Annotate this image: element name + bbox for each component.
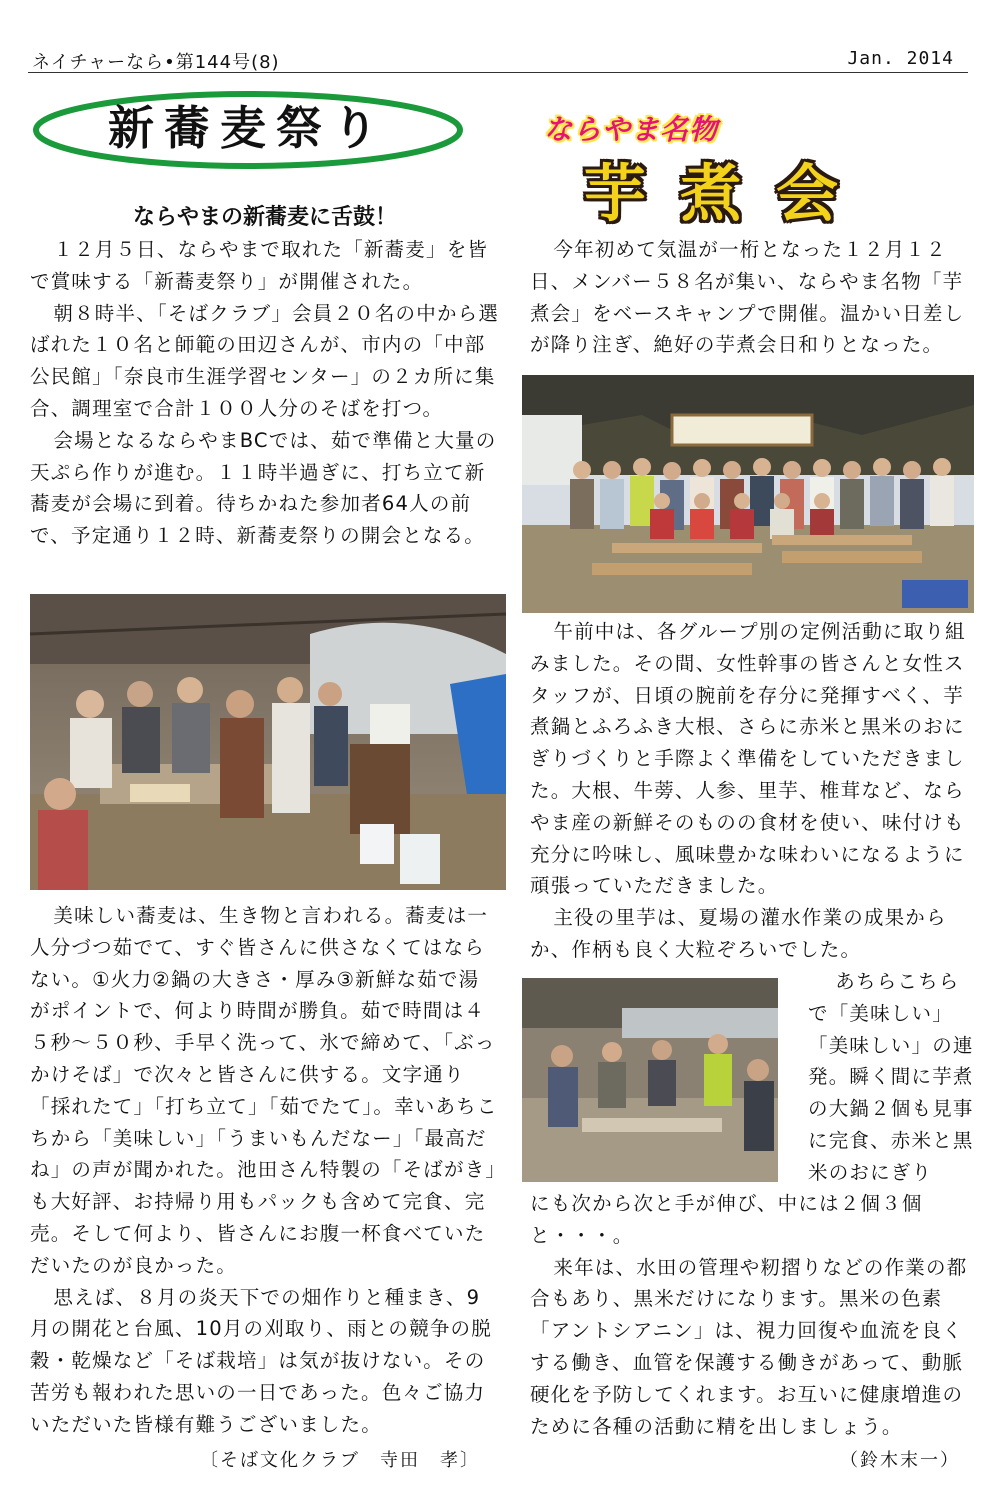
paragraph: 朝８時半、「そばクラブ」会員２０名の中から選ばれた１０名と師範の田辺さんが、市内の「中部公民館」「奈良市生涯学習センター」の２カ所に集合、調理室で合計１００人分のそばを打つ。 bbox=[30, 301, 500, 420]
paragraph: あちらこちらで「美味しい」「美味しい」の連発。瞬く間に芋煮の大鍋２個も見事に完食、赤米と黒米のおにぎり bbox=[808, 970, 974, 1184]
left-article-signature: 〔そば文化クラブ 寺田 孝〕 bbox=[200, 1450, 480, 1471]
left-body-text bbox=[30, 900, 500, 1441]
imoni-eating-photo bbox=[522, 978, 778, 1182]
soba-festival-photo bbox=[30, 594, 506, 890]
right-intro-text bbox=[530, 234, 974, 361]
paragraph: 美味しい蕎麦は、生き物と言われる。蕎麦は一人分づつ茹でて、すぐ皆さんに供さなくてはならない。①火力②鍋の大きさ・厚み③新鮮な茹で湯がポイントで、何より時間が勝負。茹で時間は４５秒～５０秒、手早く洗って、氷で締めて、「ぶっかけそば」で次々と皆さんに供する。文字通り「採れたて」「打ち立て」「茹でたて」。幸いあちこちから「美味しい」「うまいもんだなー」「最高だね」の声が聞かれた。池田さん特製の「そばがき」も大好評、お持帰り用もパックも含めて完食、完売。そして何より、皆さんにお腹一杯食べていただいたのが良かった。 bbox=[30, 904, 498, 1277]
right-side-text bbox=[808, 966, 974, 1189]
issue-date: Jan. 2014 bbox=[847, 48, 954, 69]
paragraph: 主役の里芋は、夏場の灌水作業の成果からか、作柄も良く大粒ぞろいでした。 bbox=[530, 906, 947, 961]
right-tail-text bbox=[530, 1188, 974, 1442]
paragraph: 今年初めて気温が一桁となった１２月１２日、メンバー５８名が集い、ならやま名物「芋煮会」をベースキャンプで開催。温かい日差しが降り注ぎ、絶好の芋煮会日和りとなった。 bbox=[530, 238, 965, 357]
paragraph: 午前中は、各グループ別の定例活動に取り組みました。その間、女性幹事の皆さんと女性スタッフが、日頃の腕前を存分に発揮すべく、芋煮鍋とふろふき大根、さらに赤米と黒米のおにぎりづくりと手際よく準備をしていただきました。大根、牛蒡、人参、里芋、椎茸など、ならやま産の新鮮そのものの食材を使い、味付けも充分に吟味し、風味豊かな味わいになるように頑張っていただきました。 bbox=[530, 620, 966, 898]
left-article-subtitle: ならやまの新蕎麦に舌鼓！ bbox=[132, 205, 397, 230]
paragraph: 思えば、８月の炎天下での畑作りと種まき、9月の開花と台風、10月の刈取り、雨との競争の脱穀・乾燥など「そば栽培」は気が抜けない。その苦労も報われた思いの一日であった。色々ご協力いただいた皆様有難うございました。 bbox=[30, 1285, 492, 1436]
newsletter-issue-label: ネイチャーなら•第144号(8) bbox=[32, 52, 280, 73]
paragraph: １２月５日、ならやまで取れた「新蕎麦」を皆で賞味する「新蕎麦祭り」が開催された。 bbox=[30, 238, 489, 293]
paragraph: 来年は、水田の管理や籾摺りなどの作業の都合もあり、黒米だけになります。黒米の色素「アントシアニン」は、視力回復や血流を良くする働き、血管を保護する働きがあって、動脈硬化を予防してくれます。お互いに健康増進のために各種の活動に精を出しましょう。 bbox=[530, 1255, 968, 1438]
right-article-title-small: ならやま名物 bbox=[544, 113, 719, 146]
imoni-group-photo bbox=[522, 375, 974, 613]
paragraph: 会場となるならやまBCでは、茹で準備と大量の天ぷら作りが進む。１１時半過ぎに、打ち立て新蕎麦が会場に到着。待ちかねた参加者64人の前で、予定通り１２時、新蕎麦祭りの開会となる。 bbox=[30, 428, 497, 548]
left-intro-text bbox=[30, 234, 500, 552]
right-article-title-block bbox=[530, 104, 900, 230]
header-divider bbox=[28, 72, 968, 73]
right-article-title-large: 芋煮会 bbox=[584, 157, 873, 230]
right-article-signature: （鈴木末一） bbox=[840, 1450, 960, 1471]
left-article-title: 新蕎麦祭り bbox=[108, 101, 388, 155]
paragraph: にも次から次と手が伸び、中には２個３個と・・・。 bbox=[530, 1192, 923, 1247]
right-body-text bbox=[530, 616, 974, 966]
